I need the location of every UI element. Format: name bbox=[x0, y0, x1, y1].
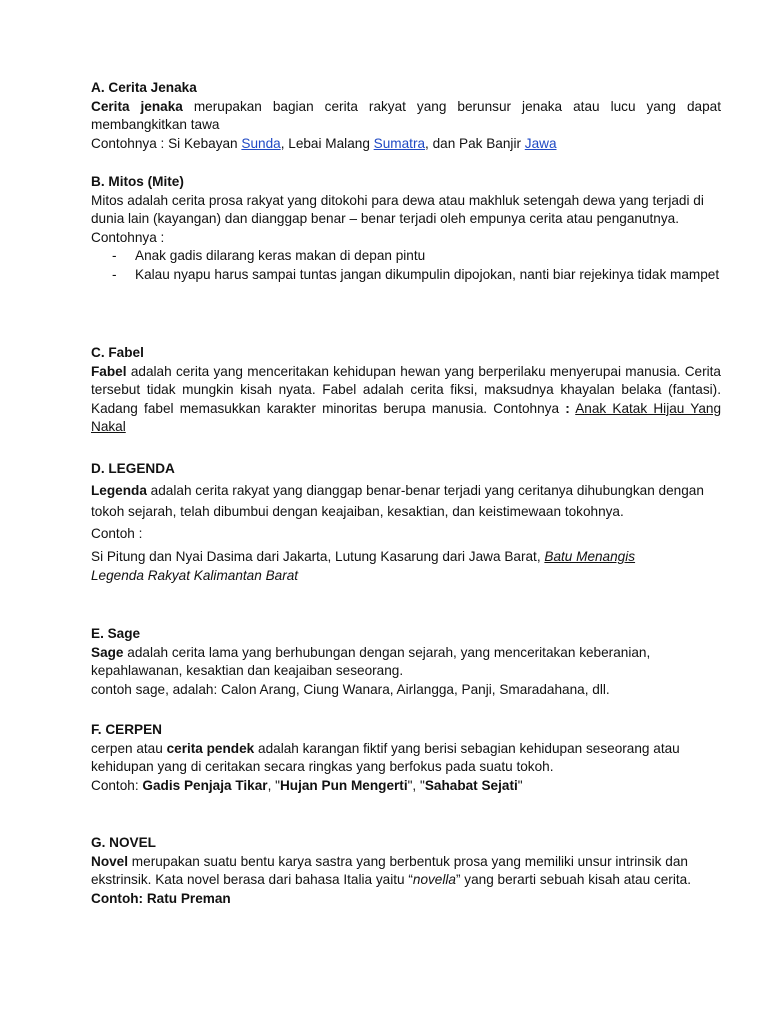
separator: " bbox=[517, 777, 523, 793]
section-definition bbox=[91, 363, 721, 437]
section-legenda bbox=[91, 458, 721, 585]
example-label: Contohnya : bbox=[91, 229, 165, 245]
term: Cerita jenaka bbox=[91, 98, 183, 114]
section-mitos bbox=[91, 173, 721, 285]
italic-word: novella bbox=[412, 872, 456, 888]
section-heading: B. Mitos (Mite) bbox=[91, 174, 184, 189]
example-label: Contoh : bbox=[91, 525, 143, 541]
section-definition: Mitos adalah cerita prosa rakyat yang ditokohi para dewa atau makhluk setengah dewa yang terjadi di dunia lain (kayangan) dan dianggap benar – benar terjadi oleh empunya cerita atau penganutnya. bbox=[91, 192, 704, 227]
section-definition bbox=[91, 644, 721, 681]
term: cerita pendek bbox=[166, 740, 255, 756]
section-cerita-jenaka bbox=[91, 79, 721, 153]
example-text: , Lebai Malang bbox=[280, 135, 374, 151]
example-line: contoh sage, adalah: Calon Arang, Ciung Wanara, Airlangga, Panji, Smaradahana, dll. bbox=[91, 681, 610, 697]
colon: : bbox=[565, 400, 570, 416]
section-heading: D. LEGENDA bbox=[91, 461, 175, 476]
section-definition bbox=[91, 98, 721, 135]
term: Sage bbox=[91, 644, 124, 660]
term: Legenda bbox=[91, 482, 147, 498]
list-item bbox=[91, 266, 721, 285]
section-heading: G. NOVEL bbox=[91, 835, 156, 850]
separator: ", " bbox=[407, 777, 425, 793]
term: Fabel bbox=[91, 363, 127, 379]
link-sumatra[interactable]: Sumatra bbox=[373, 135, 426, 151]
definition-text: merupakan bagian cerita rakyat yang berunsur jenaka atau lucu yang dapat membangkitkan tawa bbox=[91, 98, 721, 133]
example-line bbox=[91, 548, 721, 585]
example-title: Hujan Pun Mengerti bbox=[279, 777, 408, 793]
example-list bbox=[91, 247, 721, 284]
section-fabel bbox=[91, 344, 721, 437]
list-item-text: Kalau nyapu harus sampai tuntas jangan dikumpulin dipojokan, nanti biar rejekinya tidak mampet bbox=[135, 266, 720, 282]
definition-text: adalah cerita rakyat yang dianggap benar-benar terjadi yang ceritanya dihubungkan dengan tokoh sejarah, telah dibumbui dengan keajaiban, kesaktian, dan keistimewaan tokohnya. bbox=[91, 482, 704, 519]
section-novel bbox=[91, 834, 721, 908]
section-heading: C. Fabel bbox=[91, 345, 144, 360]
example-text: , dan Pak Banjir bbox=[425, 135, 525, 151]
example-title: Sahabat Sejati bbox=[424, 777, 518, 793]
separator: , " bbox=[267, 777, 280, 793]
section-cerpen bbox=[91, 721, 721, 795]
section-definition bbox=[91, 740, 721, 777]
link-batu-menangis[interactable]: Batu Menangis bbox=[544, 549, 636, 564]
example-prefix: Contohnya : Si Kebayan bbox=[91, 135, 242, 151]
dash-bullet: - bbox=[112, 248, 117, 264]
section-heading: A. Cerita Jenaka bbox=[91, 80, 197, 95]
definition-text: merupakan suatu bentu karya sastra yang berbentuk prosa yang memiliki unsur intrinsik dan ekstrinsik. Kata novel berasa dari bahasa Italia yaitu “ bbox=[91, 853, 688, 888]
list-item bbox=[91, 247, 721, 266]
section-sage bbox=[91, 625, 721, 699]
example-label: Contoh: bbox=[91, 777, 143, 793]
link-sunda[interactable]: Sunda bbox=[241, 135, 281, 151]
list-item-text: Anak gadis dilarang keras makan di depan pintu bbox=[135, 248, 426, 264]
example-line bbox=[91, 777, 721, 796]
example-text: Si Pitung dan Nyai Dasima dari Jakarta, Lutung Kasarung dari Jawa Barat, bbox=[91, 549, 545, 564]
section-definition bbox=[91, 480, 721, 523]
definition-text: ” yang berarti sebuah kisah atau cerita. bbox=[455, 872, 691, 888]
definition-text: adalah karangan fiktif yang berisi sebagian kehidupan seseorang atau kehidupan yang di ceritakan secara ringkas yang berfokus pada suatu tokoh. bbox=[91, 740, 680, 775]
section-heading: F. CERPEN bbox=[91, 722, 163, 737]
dash-bullet: - bbox=[112, 266, 117, 282]
example-italic: Legenda Rakyat Kalimantan Barat bbox=[91, 567, 299, 583]
definition-text: adalah cerita lama yang berhubungan dengan sejarah, yang menceritakan keberanian, kepahlawanan, kesaktian dan keajaiban seseorang. bbox=[91, 644, 651, 679]
definition-text: adalah cerita yang menceritakan kehidupan hewan yang berperilaku menyerupai manusia. Cerita tersebut tidak mungkin kisah nyata. Fabel adalah cerita fiksi, maksudnya khayalan belaka (fantasi). Kadang fabel memasukkan karakter minoritas berupa manusia. Contohnya bbox=[91, 363, 721, 416]
link-anak-katak[interactable]: Anak Katak Hijau Yang Nakal bbox=[91, 400, 722, 435]
example-line bbox=[91, 135, 721, 154]
link-jawa[interactable]: Jawa bbox=[524, 135, 557, 151]
term: Novel bbox=[91, 853, 129, 869]
section-definition bbox=[91, 853, 721, 890]
example-title: Gadis Penjaja Tikar bbox=[142, 777, 268, 793]
example-line: Contoh: Ratu Preman bbox=[91, 890, 231, 906]
definition-pre: cerpen atau bbox=[91, 740, 167, 756]
section-heading: E. Sage bbox=[91, 626, 141, 641]
